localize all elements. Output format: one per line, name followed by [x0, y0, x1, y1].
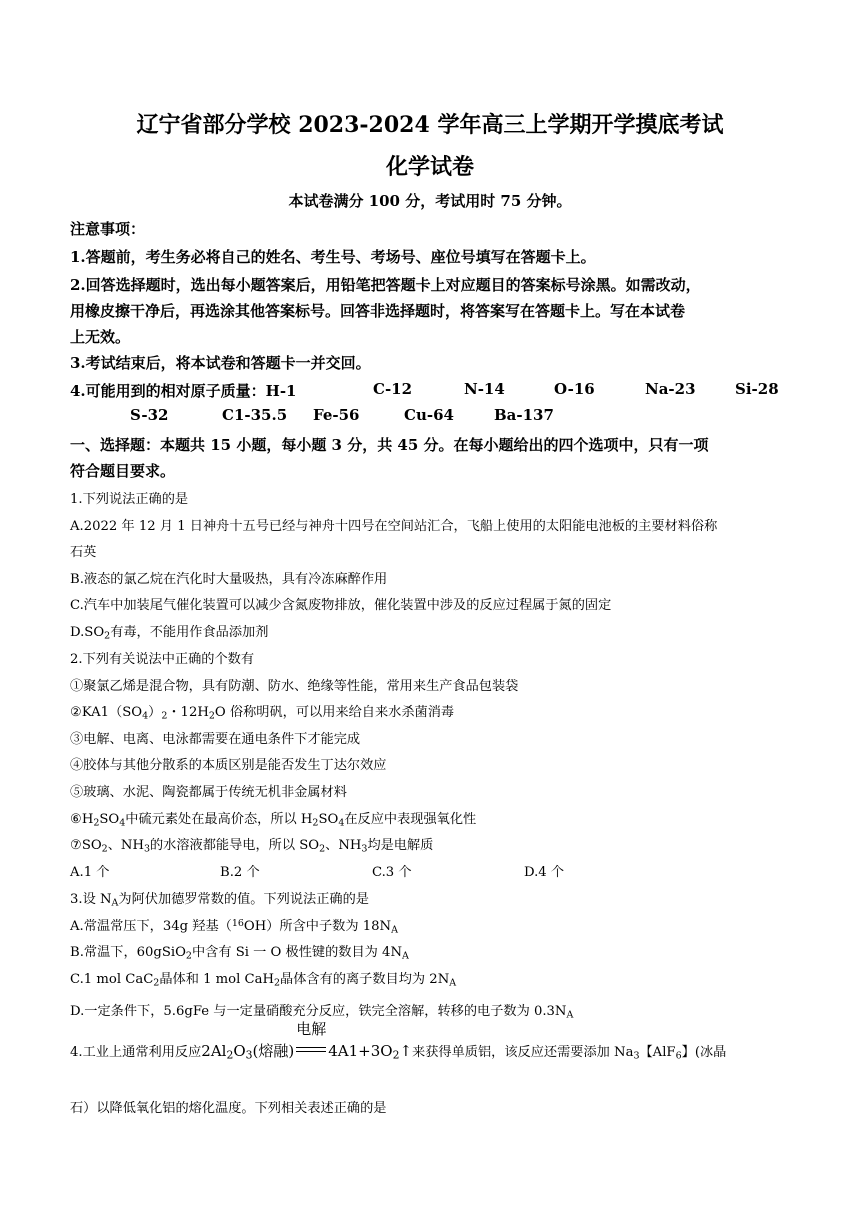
- equals-sign: [296, 1047, 326, 1052]
- question-1-option-d: $D.SO_2$有毒，不能用作食品添加剂: [70, 625, 269, 642]
- question-2-statement-4: ④胶体与其他分散系的本质区别是能否发生丁达尔效应: [70, 758, 387, 773]
- atomic-mass: Cu-64: [404, 406, 454, 424]
- question-1-option-c: C.汽车中加装尾气催化装置可以减少含氮废物排放，催化装置中涉及的反应过程属于氮的固定: [70, 598, 612, 613]
- question-3-option-a: A.常温常压下，34g 羟基（$^{16}$OH）所含中子数为 $18N_A$: [70, 918, 398, 936]
- question-3-option-b: B.常温下，60gSiO$_2$中含有 Si 一 O 极性键的数目为 $4N_A$: [70, 945, 409, 962]
- question-1-option-a-line-1: A.2022 年 12 月 1 日神舟十五号已经与神舟十四号在空间站汇合，飞船上使用的太阳能电池板的主要材料俗称: [70, 519, 718, 534]
- notice-item-1: 1.答题前，考生务必将自己的姓名、考生号、考场号、座位号填写在答题卡上。: [70, 248, 596, 266]
- question-4-stem-line-1: 4.工业上通常利用反应$2Al_2O_3$(熔融) 电解 $4A1+3O_2↑$来获得单质铝，该反应还需要添加 $Na_3$【AlF$_6$】(冰晶: [70, 1020, 727, 1062]
- atomic-mass: O-16: [554, 380, 595, 398]
- question-2-option-b: B.2 个: [220, 865, 260, 880]
- section-1-heading-line-1: 一、选择题：本题共 15 小题，每小题 3 分，共 45 分。在每小题给出的四个选项中，只有一项: [70, 436, 709, 454]
- notice-item-4-label: 4.可能用到的相对原子质量：H-1: [70, 382, 297, 400]
- question-2-option-d: D.4 个: [524, 865, 565, 880]
- atomic-mass: Na-23: [645, 380, 696, 398]
- notice-heading: 注意事项：: [70, 220, 146, 238]
- notice-item-3: 3.考试结束后，将本试卷和答题卡一并交回。: [70, 354, 371, 372]
- atomic-mass: Fe-56: [313, 406, 360, 424]
- atomic-mass: Ba-137: [494, 406, 554, 424]
- question-3-option-d: D.一定条件下，5.6gFe 与一定量硝酸充分反应，铁完全溶解，转移的电子数为 $0.3N_A$: [70, 1004, 574, 1021]
- notice-item-2-line-2: 用橡皮擦干净后，再选涂其他答案标号。回答非选择题时，将答案写在答题卡上。写在本试卷: [70, 302, 686, 320]
- gas-arrow-icon: ↑: [399, 1042, 413, 1060]
- question-3-option-c: C.1 mol CaC$_2$晶体和 1 mol CaH$_2$晶体含有的离子数目均为 $2N_A$: [70, 972, 457, 989]
- question-2-statement-2: $②KA1(SO_4)_2$・$12H_2O$ 俗称明矾，可以用来给自来水杀菌消毒: [70, 705, 455, 722]
- question-2-statement-7: $⑦SO_2$、$NH_3$的水溶液都能导电，所以 $SO_2$、$NH_3$均是电解质: [70, 838, 434, 855]
- atomic-mass: Si-28: [735, 380, 779, 398]
- atomic-mass: C1-35.5: [222, 406, 288, 424]
- question-2-statement-3: ③电解、电离、电泳都需要在通电条件下才能完成: [70, 732, 361, 747]
- atomic-mass: N-14: [464, 380, 505, 398]
- notice-item-2-line-3: 上无效。: [70, 328, 131, 346]
- exam-subtitle: 化学试卷: [385, 154, 474, 180]
- notice-item-2-line-1: 2.回答选择题时，选出每小题答案后，用铅笔把答题卡上对应题目的答案标号涂黑。如需改动，: [70, 276, 701, 294]
- section-1-heading-line-2: 符合题目要求。: [70, 462, 176, 480]
- question-1-option-b: B.液态的氯乙烷在汽化时大量吸热，具有冷冻麻醉作用: [70, 572, 388, 587]
- question-2-statement-6: $⑥H_2SO_4$中硫元素处在最高价态，所以 $H_2SO_4$在反应中表现强氧化性: [70, 812, 477, 829]
- question-2-option-a: A.1 个: [70, 865, 110, 880]
- atomic-mass: C-12: [373, 380, 413, 398]
- atomic-mass: S-32: [130, 406, 169, 424]
- exam-info: 本试卷满分 100 分，考试用时 75 分钟。: [288, 192, 572, 210]
- question-2-statement-5: ⑤玻璃、水泥、陶瓷都属于传统无机非金属材料: [70, 785, 347, 800]
- question-4-stem-line-2: 石）以降低氧化铝的熔化温度。下列相关表述正确的是: [70, 1101, 387, 1116]
- question-3-stem: 3.设 $N_A$为阿伏加德罗常数的值。下列说法正确的是: [70, 892, 369, 909]
- exam-title: 辽宁省部分学校 2023-2024 学年高三上学期开学摸底考试: [136, 112, 724, 138]
- question-2-stem: 2.下列有关说法中正确的个数有: [70, 652, 255, 667]
- question-2-statement-1: ①聚氯乙烯是混合物，具有防潮、防水、绝缘等性能，常用来生产食品包装袋: [70, 679, 519, 694]
- reaction-condition: [294, 1020, 328, 1056]
- question-1-option-a-line-2: 石英: [70, 545, 97, 560]
- question-2-option-c: C.3 个: [372, 865, 412, 880]
- electrolysis-label: 电解: [296, 1020, 327, 1038]
- question-1-stem: 1.下列说法正确的是: [70, 492, 189, 507]
